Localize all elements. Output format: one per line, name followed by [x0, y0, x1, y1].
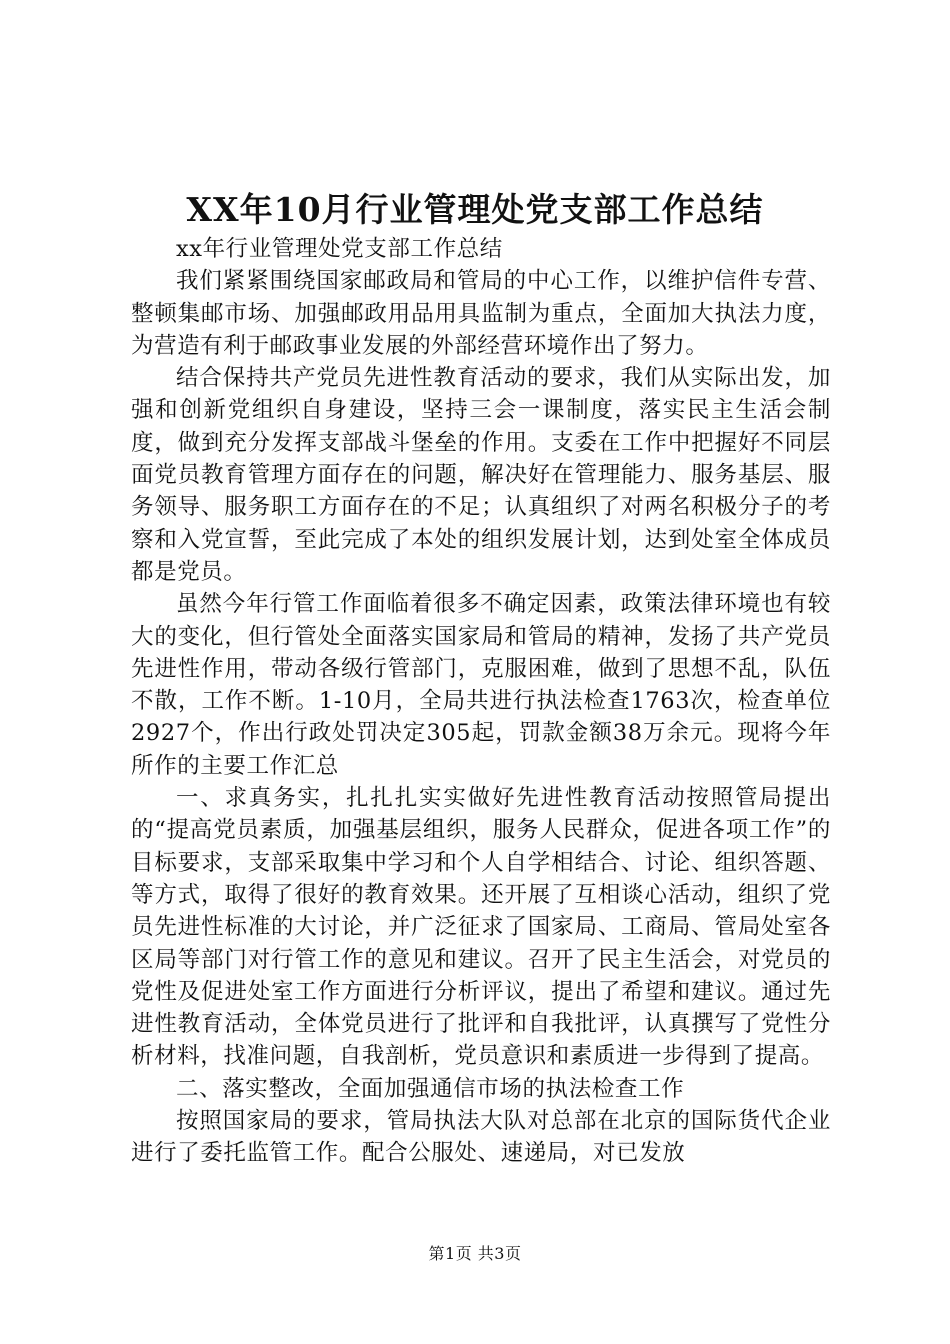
paragraph-subtitle: xx年行业管理处党支部工作总结: [176, 236, 503, 262]
paragraph-party-building: 结合保持共产党员先进性教育活动的要求，我们从实际出发，加强和创新党组织自身建设，坚持三会一课制度，落实民主生活会制度，做到充分发挥支部战斗堡垒的作用。支委在工作中把握好不同层面党员教育管理方面存在的问题，解决好在管理能力、服务基层、服务领导、服务职工方面存在的不足；认真组织了对两名积极分子的考察和入党宣誓，至此完成了本处的组织发展计划，达到处室全体成员都是党员。: [131, 365, 831, 585]
document-title: XX年10月行业管理处党支部工作总结: [186, 190, 764, 229]
paragraph-enforcement-stats: 虽然今年行管工作面临着很多不确定因素，政策法律环境也有较大的变化，但行管处全面落实国家局和管局的精神，发扬了共产党员先进性作用，带动各级行管部门，克服困难，做到了思想不乱，队伍不散，工作不断。1-10月，全局共进行执法检查1763次，检查单位2927个，作出行政处罚决定305起，罚款金额38万余元。现将今年所作的主要工作汇总: [131, 591, 831, 779]
paragraph-section-one: 一、求真务实，扎扎扎实实做好先进性教育活动按照管局提出的“提高党员素质，加强基层组织，服务人民群众，促进各项工作”的目标要求，支部采取集中学习和个人自学相结合、讨论、组织答题、等方式，取得了很好的教育效果。还开展了互相谈心活动，组织了党员先进性标准的大讨论，并广泛征求了国家局、工商局、管局处室各区局等部门对行管工作的意见和建议。召开了民主生活会，对党员的党性及促进处室工作方面进行分析评议，提出了希望和建议。通过先进性教育活动，全体党员进行了批评和自我批评，认真撰写了党性分析材料，找准问题，自我剖析，党员意识和素质进一步得到了提高。: [131, 785, 831, 1070]
document-body: [131, 233, 831, 1170]
page-number-footer: 第1页 共3页: [428, 1244, 522, 1263]
paragraph-section-two-body: 按照国家局的要求，管局执法大队对总部在北京的国际货代企业进行了委托监管工作。配合公服处、速递局，对已发放: [131, 1108, 831, 1167]
paragraph-intro: 我们紧紧围绕国家邮政局和管局的中心工作，以维护信件专营、整顿集邮市场、加强邮政用品用具监制为重点，全面加大执法力度，为营造有利于邮政事业发展的外部经营环境作出了努力。: [131, 268, 831, 359]
paragraph-section-two-heading: 二、落实整改，全面加强通信市场的执法检查工作: [176, 1075, 685, 1102]
